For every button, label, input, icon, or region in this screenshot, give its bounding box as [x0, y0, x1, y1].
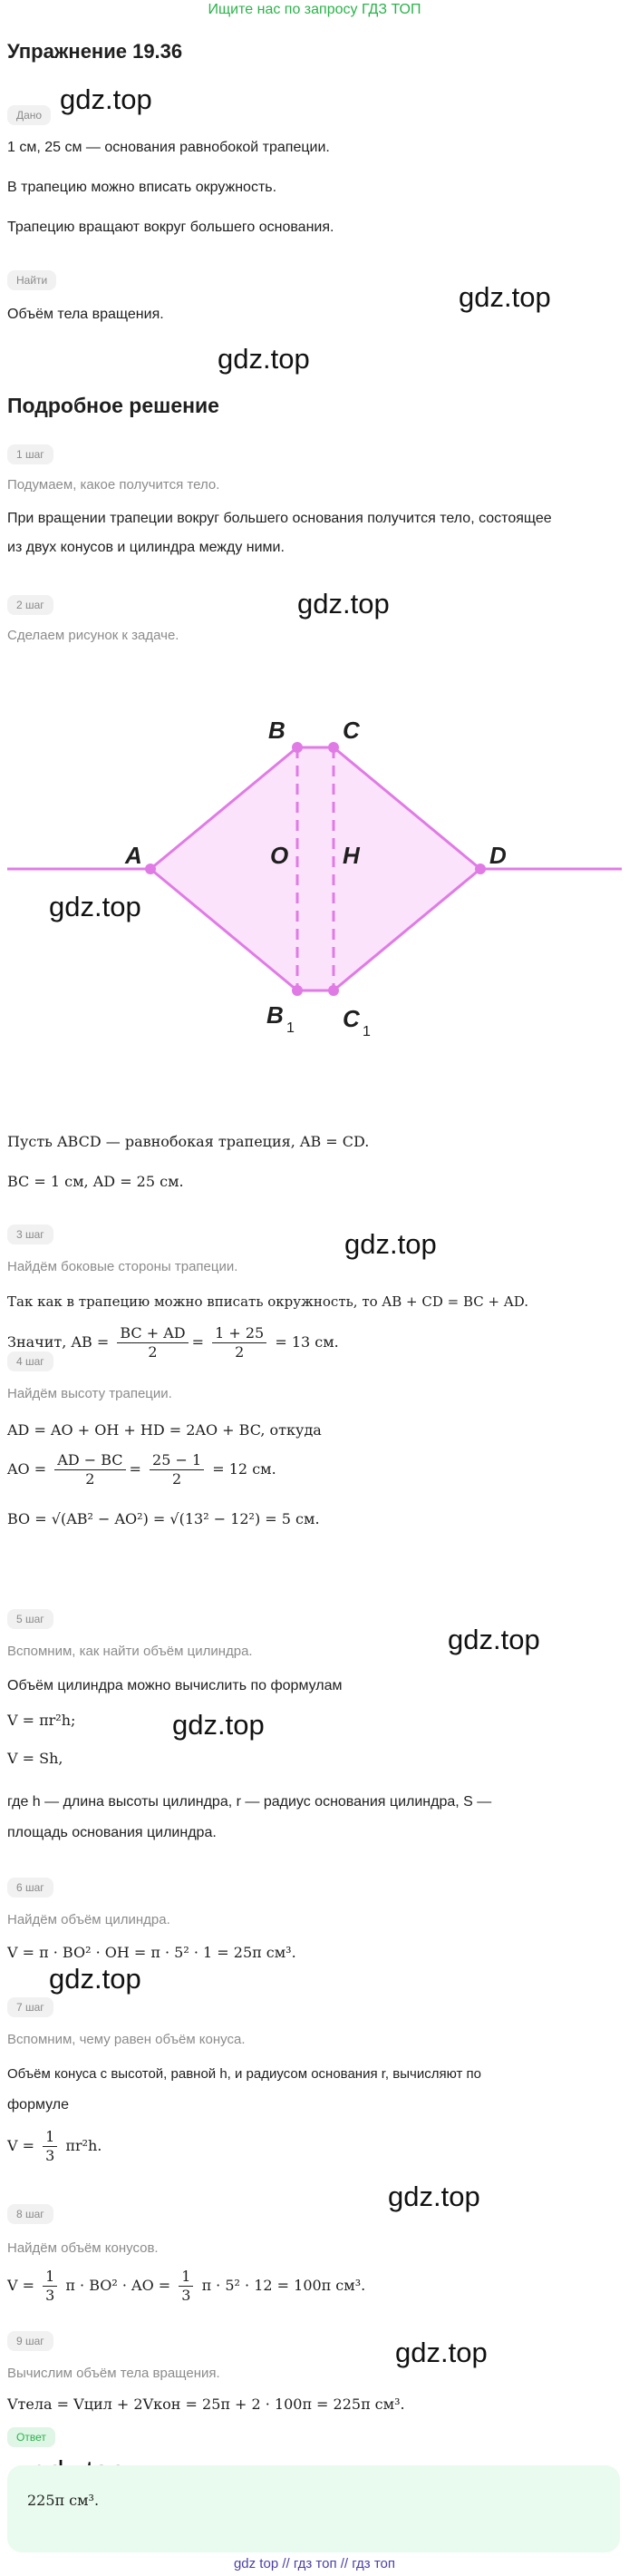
- answer-text: 225π см³.: [27, 2492, 100, 2509]
- given-badge: [7, 105, 51, 125]
- watermark: gdz.top: [448, 1624, 540, 1655]
- step9-equation: Vтела = Vцил + 2Vкон = 25π + 2 · 100π = 225π см³.: [7, 2395, 405, 2413]
- step-hint: Подумаем, какое получится тело.: [7, 477, 220, 493]
- find-text: Объём тела вращения.: [7, 307, 164, 322]
- point-a: [145, 864, 156, 874]
- cylinder-formula-1: V = πr²h;: [7, 1712, 76, 1729]
- step-label: 1 шаг: [7, 444, 53, 464]
- label-a: A: [125, 842, 142, 869]
- fraction: [43, 2128, 57, 2165]
- step-label: 8 шаг: [7, 2204, 53, 2224]
- label-c: C: [343, 717, 360, 744]
- step-badge: [7, 1225, 53, 1244]
- label-h: H: [343, 842, 360, 869]
- label-c1-sub: 1: [363, 1024, 371, 1039]
- rotation-body: [150, 747, 480, 990]
- fraction-num: AD − BC: [54, 1451, 125, 1470]
- step-badge: [7, 1609, 53, 1629]
- eq-suffix: πr²h.: [65, 2137, 102, 2154]
- step6-equation: V = π · BO² · OH = π · 5² · 1 = 25π см³.: [7, 1944, 296, 1961]
- step-badge: [7, 1351, 53, 1371]
- fraction-den: 3: [181, 2287, 191, 2304]
- step8-equation: [7, 2268, 620, 2305]
- cylinder-formula-2: V = Sh,: [7, 1750, 63, 1767]
- step-badge: [7, 2331, 53, 2351]
- step-text: При вращении трапеции вокруг большего основания получится тело, состоящее из двух конусов и цилиндра между ними.: [7, 511, 552, 555]
- step-label: 2 шаг: [7, 595, 53, 615]
- step4-line-2: AO = $\frac{AD - BC}{2}$ = $\frac{25 - 1}{2}$ = 12 см.: [7, 1451, 276, 1488]
- point-b: [292, 742, 303, 753]
- eq-prefix: Значит, AB =: [7, 1333, 110, 1351]
- point-c1: [328, 985, 339, 996]
- given-label: Дано: [7, 105, 51, 125]
- fraction: [117, 1324, 188, 1361]
- label-b: B: [268, 717, 285, 744]
- step-badge: [7, 2204, 53, 2224]
- fraction: [43, 2268, 57, 2305]
- cone-formula: [7, 2128, 620, 2165]
- watermark: gdz.top: [459, 281, 551, 313]
- step4-line-3: BO = √(AB² − AO²) = √(13² − 12²) = 5 см.: [7, 1510, 320, 1527]
- watermark: gdz.top: [49, 891, 141, 922]
- step4-line-1: AD = AO + OH + HD = 2AO + BC, откуда: [7, 1421, 322, 1439]
- step-hint: Вспомним, чему равен объём конуса.: [7, 2032, 246, 2047]
- step-hint: Найдём высоту трапеции.: [7, 1386, 172, 1401]
- step-label: 4 шаг: [7, 1351, 53, 1371]
- solution-title: Подробное решение: [7, 394, 219, 417]
- step-label: 7 шаг: [7, 1997, 53, 2017]
- step-badge: [7, 595, 53, 615]
- step-hint: Найдём объём цилиндра.: [7, 1912, 170, 1927]
- fraction-den: 2: [148, 1343, 158, 1361]
- find-badge: [7, 270, 56, 290]
- watermark: gdz.top: [49, 1963, 141, 1995]
- step-hint: Найдём боковые стороны трапеции.: [7, 1259, 238, 1274]
- fraction-num: BC + AD: [117, 1324, 188, 1343]
- eq-suffix: π · 5² · 12 = 100π см³.: [201, 2277, 366, 2294]
- eq-prefix: AO =: [7, 1460, 47, 1478]
- step-badge: [7, 444, 53, 464]
- footer-links[interactable]: gdz top // гдз топ // гдз топ: [233, 2556, 396, 2571]
- fraction-den: 2: [235, 1343, 245, 1361]
- label-b1: B: [266, 1001, 284, 1029]
- step-label: 5 шаг: [7, 1609, 53, 1629]
- fraction-num: 1: [43, 2128, 57, 2147]
- step-label: 6 шаг: [7, 1878, 53, 1898]
- watermark: gdz.top: [344, 1228, 437, 1260]
- point-c: [328, 742, 339, 753]
- label-o: O: [270, 842, 289, 869]
- fraction-den: 2: [172, 1470, 182, 1488]
- step3-text: Так как в трапецию можно вписать окружность, то AB + CD = BC + AD.: [7, 1293, 528, 1310]
- fraction-den: 3: [45, 2147, 55, 2164]
- step-label: 3 шаг: [7, 1225, 53, 1244]
- fraction: [179, 2268, 193, 2305]
- step5-line-1: Объём цилиндра можно вычислить по формулам: [7, 1678, 343, 1693]
- step-badge: [7, 1997, 53, 2017]
- label-d: D: [489, 842, 507, 869]
- fraction-num: 1: [179, 2268, 193, 2287]
- eq-result: = 12 см.: [212, 1460, 276, 1478]
- answer-badge: [7, 2427, 55, 2447]
- trapezoid-rotation-figure: [0, 698, 629, 1043]
- step-hint: Вычислим объём тела вращения.: [7, 2366, 220, 2381]
- figure-desc-1: Пусть ABCD — равнобокая трапеция, AB = CD.: [7, 1133, 370, 1150]
- watermark: gdz.top: [297, 588, 390, 620]
- fraction-den: 3: [45, 2287, 55, 2304]
- fraction-num: 25 − 1: [150, 1451, 204, 1470]
- watermark: gdz.top: [395, 2337, 488, 2368]
- eq-middle: π · BO² · AO =: [65, 2277, 171, 2294]
- fraction: [54, 1451, 125, 1488]
- step7-line-1: Объём конуса с высотой, равной h, и радиусом основания r, вычисляют по: [7, 2066, 482, 2082]
- figure-desc-2: BC = 1 см, AD = 25 см.: [7, 1173, 184, 1190]
- fraction-num: 1: [43, 2268, 57, 2287]
- watermark: gdz.top: [388, 2181, 480, 2212]
- eq-prefix: V =: [7, 2277, 35, 2294]
- step5-line-2: где h — длина высоты цилиндра, r — радиус основания цилиндра, S —: [7, 1794, 492, 1810]
- point-b1: [292, 985, 303, 996]
- step-label: 9 шаг: [7, 2331, 53, 2351]
- exercise-title: Упражнение 19.36: [7, 40, 183, 63]
- label-c1: C: [343, 1005, 360, 1032]
- given-line-1: 1 см, 25 см — основания равнобокой трапеции.: [7, 140, 330, 155]
- watermark: gdz.top: [172, 1709, 265, 1741]
- top-banner[interactable]: Ищите нас по запросу ГДЗ ТОП: [208, 2, 421, 17]
- find-label: Найти: [7, 270, 56, 290]
- step7-line-2: формуле: [7, 2097, 70, 2113]
- eq-result: = 13 см.: [275, 1333, 339, 1351]
- step-hint: Сделаем рисунок к задаче.: [7, 628, 179, 643]
- step-badge: [7, 1878, 53, 1898]
- watermark: gdz.top: [60, 83, 152, 115]
- eq-prefix: V =: [7, 2137, 35, 2154]
- watermark: gdz.top: [218, 343, 310, 375]
- fraction: [212, 1324, 266, 1361]
- step5-line-3: площадь основания цилиндра.: [7, 1825, 217, 1840]
- fraction-den: 2: [85, 1470, 95, 1488]
- fraction: [150, 1451, 204, 1488]
- given-line-2: В трапецию можно вписать окружность.: [7, 180, 277, 195]
- fraction-num: 1 + 25: [212, 1324, 266, 1343]
- step3-equation: Значит, AB = $\frac{BC + AD}{2}$ = $\frac{1 + 25}{2}$ = 13 см.: [7, 1324, 339, 1361]
- given-line-3: Трапецию вращают вокруг большего основания.: [7, 220, 334, 235]
- point-d: [475, 864, 486, 874]
- label-b1-sub: 1: [286, 1020, 295, 1036]
- answer-label: Ответ: [7, 2427, 55, 2447]
- step-hint: Вспомним, как найти объём цилиндра.: [7, 1644, 253, 1659]
- step-hint: Найдём объём конусов.: [7, 2240, 159, 2256]
